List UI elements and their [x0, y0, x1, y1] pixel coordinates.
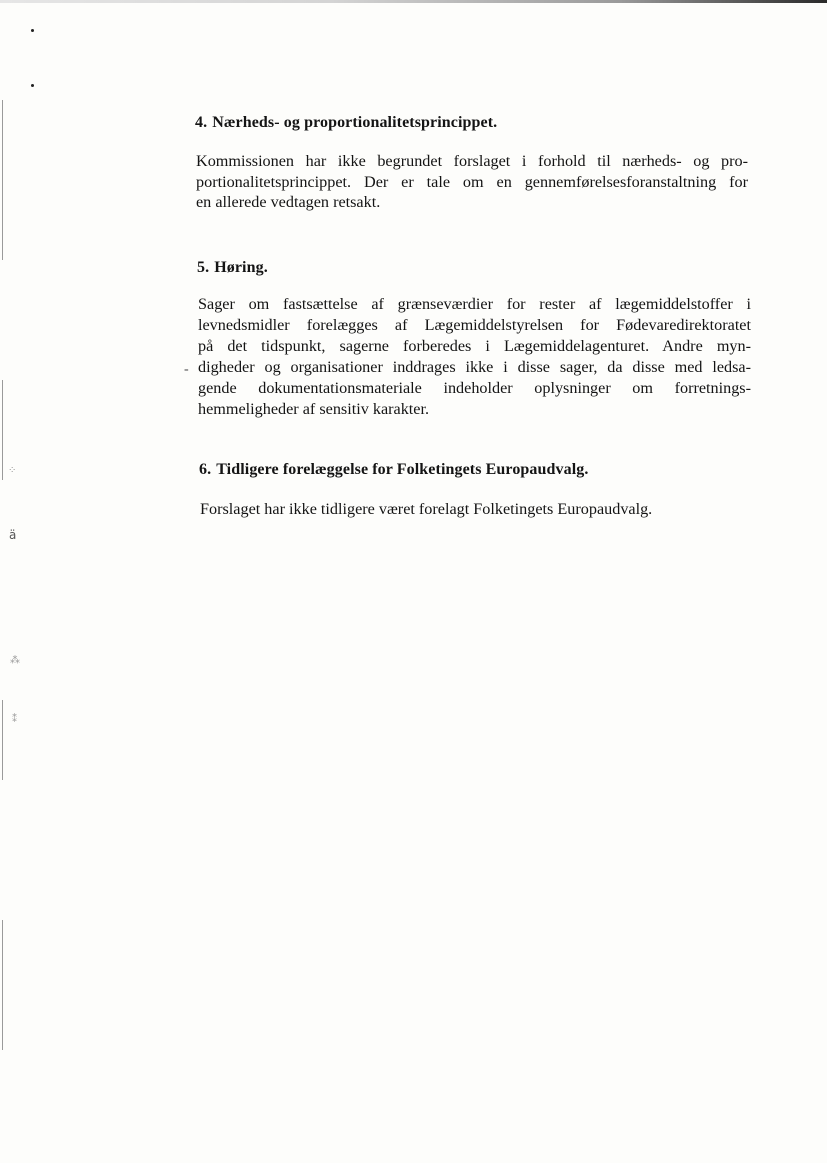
body-line: Sager om fastsættelse af grænseværdier for rester af lægemiddelstoffer i — [198, 295, 751, 313]
body-line: portionalitetsprincippet. Der er tale om en gennemførelsesforanstaltning for — [196, 172, 748, 191]
body-line: Kommissionen har ikke begrundet forslaget i forhold til nærheds- og pro- — [196, 152, 748, 170]
section-title: Tidligere forelæggelse for Folketingets Europaudvalg. — [216, 461, 589, 478]
body-line: levnedsmidler forelægges af Lægemiddelstyrelsen for Fødevaredirektoratet — [198, 316, 751, 334]
body-line: Forslaget har ikke tidligere været forelagt Folketingets Europaudvalg. — [200, 500, 653, 518]
scan-top-edge — [0, 0, 827, 3]
section-title: Nærheds- og proportionalitetsprincippet. — [212, 114, 498, 131]
punch-speck — [31, 29, 34, 32]
scan-artifact: ä — [9, 528, 17, 542]
body-line: på det tidspunkt, sagerne forberedes i Lægemiddelagenturet. Andre myn- — [198, 337, 751, 355]
body-line: gende dokumentationsmateriale indeholder oplysninger om forretnings- — [198, 379, 751, 397]
section-heading — [199, 460, 588, 480]
scan-artifact: ⁂ — [10, 655, 20, 666]
scan-margin-line — [2, 380, 3, 480]
section-body — [198, 294, 751, 420]
scan-margin-line — [2, 920, 3, 1050]
body-line: en allerede vedtagen retsakt. — [196, 193, 381, 211]
scan-artifact: ⁘ — [8, 465, 17, 476]
scan-margin-line — [2, 700, 3, 780]
section-number: 5. — [197, 259, 210, 276]
section-number: 4. — [195, 114, 208, 131]
scan-artifact: ⁑ — [12, 714, 17, 725]
margin-dash: - — [184, 362, 189, 377]
section-number: 6. — [199, 461, 212, 478]
section-title: Høring. — [214, 259, 268, 276]
scan-margin-line — [2, 100, 3, 260]
section-heading — [195, 113, 497, 133]
section-body — [200, 499, 740, 520]
punch-speck — [31, 84, 34, 87]
body-line: digheder og organisationer inddrages ikke i disse sager, da disse med ledsa- — [198, 358, 751, 376]
section-body — [196, 151, 748, 213]
body-line: hemmeligheder af sensitiv karakter. — [198, 400, 430, 418]
section-heading — [197, 258, 268, 278]
